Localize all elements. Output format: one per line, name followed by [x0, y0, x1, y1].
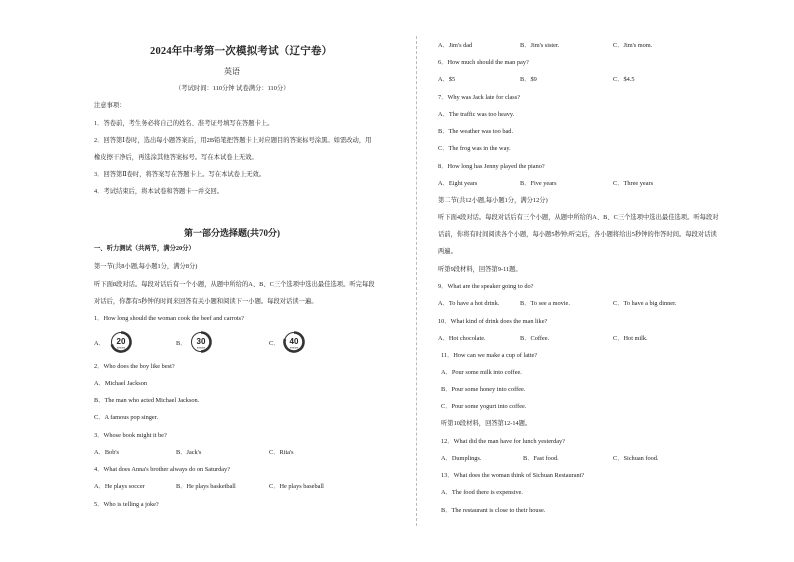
- instructions-line: 话前，你将有时间阅读各个小题，每小题5秒钟;听完后，各小题将给出5秒钟的作答时间。每段对话读: [438, 231, 717, 238]
- option-text: B．Pour some honey into coffee.: [441, 386, 526, 393]
- instructions-line: 对话后，你都有5秒钟的时间来回答有关小题和阅读下一小题。每段对话读一遍。: [94, 298, 318, 305]
- option-text: B．The restaurant is close to their house.: [441, 507, 546, 514]
- subsection-heading: 第一节(共8小题,每小题1分，满分8分): [94, 263, 198, 270]
- note-item: 3．回答第Ⅱ卷时，将答案写在答题卡上。写在本试卷上无效。: [94, 171, 266, 178]
- option-text: C．To have a big dinner.: [613, 300, 677, 307]
- question-4: 4．What does Anna's brother always do on Saturday?: [94, 466, 230, 473]
- material-heading: 听第9段材料，回答第9-11题。: [438, 266, 522, 273]
- timer-unit: minutes: [289, 346, 299, 350]
- option-text: A．Jim's dad: [438, 42, 473, 49]
- option-text: C．Three years: [613, 180, 654, 187]
- question-7: 7．Why was Jack late for class?: [438, 94, 521, 101]
- option-text: A．$5: [438, 76, 456, 83]
- note-item: 4．考试结束后，将本试卷和答题卡一并交回。: [94, 188, 224, 195]
- question-2: 2．Who does the boy like best?: [94, 363, 175, 370]
- option-c-label: C．: [269, 340, 280, 347]
- part1-title: 第一部分选择题(共70分): [184, 228, 280, 238]
- instructions-line: 听下面4段对话。每段对话后有三个小题，从题中所给的A、B、C三个选项中选出最佳选项。听每段对: [438, 214, 719, 221]
- option-text: C．Hot milk.: [613, 335, 648, 342]
- option-text: B．Jack's: [176, 449, 202, 456]
- stopwatch-20-icon: [110, 331, 132, 353]
- material-heading: 听第10段材料，回答第12-14题。: [441, 420, 532, 427]
- option-a-label: A．: [94, 340, 105, 347]
- exam-title: 2024年中考第一次模拟考试（辽宁卷）: [150, 46, 333, 57]
- option-text: B．Jim's sister.: [520, 42, 560, 49]
- option-text: B．The man who acted Michael Jackson.: [94, 397, 200, 404]
- option-text: C．Sichuan food.: [613, 455, 659, 462]
- question-1: 1．How long should the woman cook the beef and carrots?: [94, 315, 244, 322]
- timer-value: 40: [289, 337, 299, 346]
- instructions-line: 两遍。: [438, 248, 457, 255]
- note-item: 1．答卷前，考生务必将自己的姓名、准考证号填写在答题卡上。: [94, 120, 274, 127]
- option-text: B．Five years: [520, 180, 557, 187]
- timer-value: 30: [196, 337, 206, 346]
- option-text: C．Rita's: [269, 449, 294, 456]
- stopwatch-40-icon: [283, 331, 305, 353]
- option-text: C．$4.5: [613, 76, 635, 83]
- option-text: A．Dumplings.: [441, 455, 482, 462]
- question-8: 8．How long has Jenny played the piano?: [438, 163, 545, 170]
- subject-label: 英语: [224, 67, 240, 76]
- option-text: A．Pour some milk into coffee.: [441, 369, 522, 376]
- option-text: C．Pour some yogurt into coffee.: [441, 403, 527, 410]
- question-6: 6．How much should the man pay?: [438, 59, 529, 66]
- option-text: B．He plays basketball: [176, 483, 236, 490]
- subsection-heading: 第二节(共12小题,每小题1分，满分12分): [438, 197, 548, 204]
- question-3: 3．Whose book might it be?: [94, 432, 167, 439]
- option-text: B．The weather was too bad.: [438, 128, 514, 135]
- option-text: A．The food there is expensive.: [441, 489, 524, 496]
- notes-heading: 注意事项：: [94, 102, 126, 109]
- stopwatch-30-icon: [190, 331, 212, 353]
- question-10: 10．What kind of drink does the man like?: [438, 318, 548, 325]
- question-5: 5．Who is telling a joke?: [94, 501, 159, 508]
- option-text: C．A famous pop singer.: [94, 414, 159, 421]
- question-12: 12．What did the man have for lunch yesterday?: [441, 438, 565, 445]
- option-text: C．Jim's mom.: [613, 42, 653, 49]
- option-text: B．$9: [520, 76, 537, 83]
- question-13: 13．What does the woman think of Sichuan Restaurant?: [441, 472, 585, 479]
- option-text: A．To have a hot drink.: [438, 300, 500, 307]
- note-item: 橡皮擦干净后，再选涂其他答案标号。写在本试卷上无效。: [94, 154, 258, 161]
- option-text: B．Coffee.: [520, 335, 550, 342]
- question-9: 9．What are the speaker going to do?: [438, 283, 534, 290]
- option-text: A．He plays soccer: [94, 483, 145, 490]
- exam-info: （考试时间：110分钟 试卷满分：110分）: [175, 85, 290, 92]
- timer-unit: minutes: [116, 346, 126, 350]
- option-b-label: B．: [176, 340, 187, 347]
- timer-unit: minutes: [196, 346, 206, 350]
- page-divider: [416, 36, 417, 526]
- option-text: C．The frog was in the way.: [438, 145, 511, 152]
- option-text: B．Fast food.: [523, 455, 559, 462]
- option-text: A．Eight years: [438, 180, 478, 187]
- section-heading: 一、听力测试（共两节，满分20分）: [94, 245, 195, 252]
- option-text: C．He plays baseball: [269, 483, 324, 490]
- option-text: A．Hot chocolate.: [438, 335, 486, 342]
- question-11: 11．How can we make a cup of latte?: [441, 352, 538, 359]
- note-item: 2．回答第Ⅰ卷时，选出每小题答案后，用2B铅笔把答题卡上对应题目的答案标号涂黑。如需改动，用: [94, 137, 372, 144]
- instructions-line: 听下面8段对话。每段对话后有一个小题，从题中所给的A、B、C三个选项中选出最佳选项。听完每段: [94, 281, 375, 288]
- option-text: B．To see a movie.: [520, 300, 570, 307]
- option-text: A．The traffic was too heavy.: [438, 111, 515, 118]
- option-text: A．Bob's: [94, 449, 119, 456]
- timer-value: 20: [116, 337, 126, 346]
- option-text: A．Michael Jackson: [94, 380, 147, 387]
